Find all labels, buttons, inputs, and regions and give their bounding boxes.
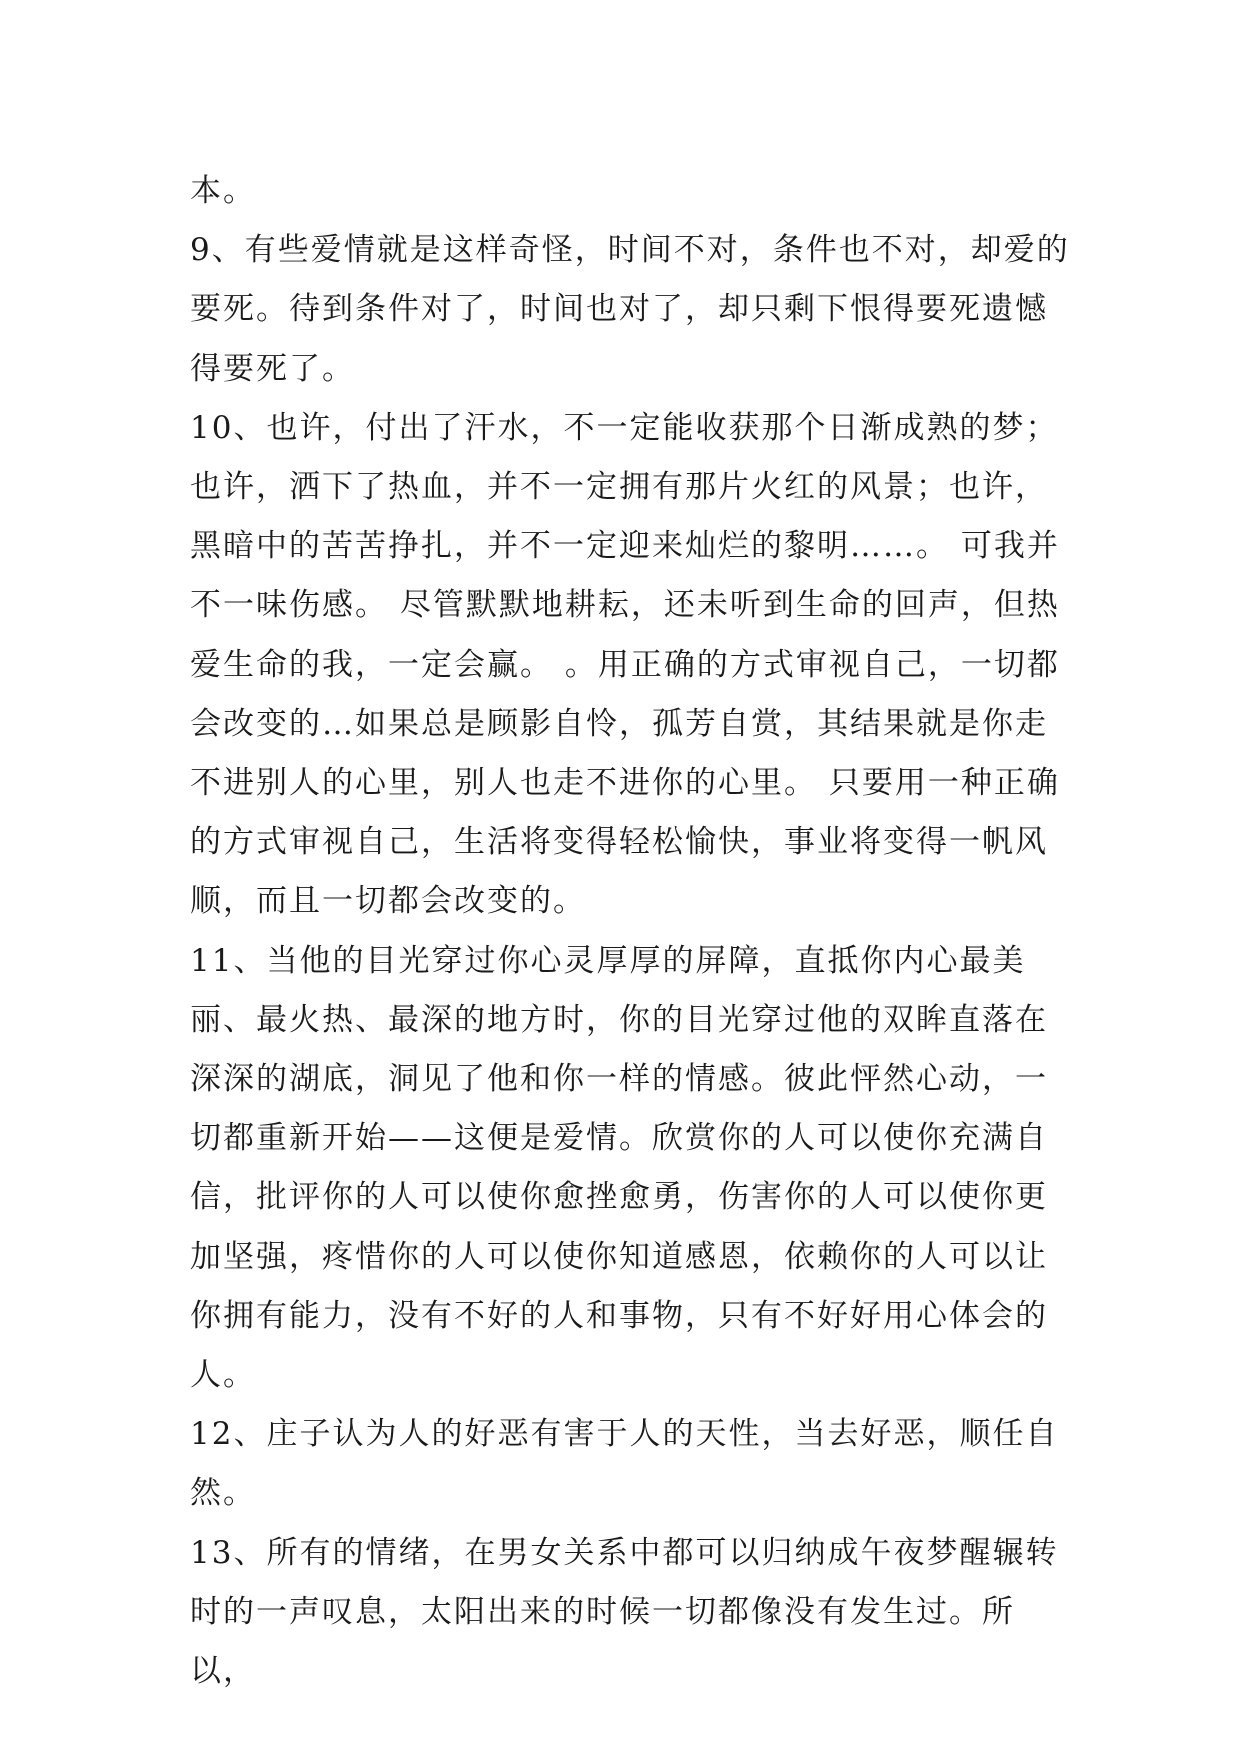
paragraph-continuation: 本。 [190,173,256,209]
paragraph-item-12: 12、庄子认为人的好恶有害于人的天性，当去好恶，顺任自然。 [190,1416,1059,1512]
paragraph-item-10: 10、也许，付出了汗水，不一定能收获那个日渐成熟的梦；也许，洒下了热血，并不一定拥有那片火红的风景；也许，黑暗中的苦苦挣扎，并不一定迎来灿烂的黎明……。 可我并不一味伤感。 尽管默默地耕耘，还未听到生命的回声，但热爱生命的我，一定会赢。 。用正确的方式审视自己，一切都会改变的…如果总是顾影自怜，孤芳自赏，其结果就是你走不进别人的心里，别人也走不进你的心里。 只要用一种正确的方式审视自己，生活将变得轻松愉快，事业将变得一帆风顺，而且一切都会改变的。 [190,409,1060,920]
paragraph-item-9: 9、有些爱情就是这样奇怪，时间不对，条件也不对，却爱的要死。待到条件对了，时间也对了，却只剩下恨得要死遗憾得要死了。 [190,232,1070,387]
paragraph-item-13: 13、所有的情绪，在男女关系中都可以归纳成午夜梦醒辗转时的一声叹息，太阳出来的时候一切都像没有发生过。所以， [190,1534,1059,1690]
document-body [190,162,1070,1701]
paragraph-item-11: 11、当他的目光穿过你心灵厚厚的屏障，直抵你内心最美丽、最火热、最深的地方时，你的目光穿过他的双眸直落在深深的湖底，洞见了他和你一样的情感。彼此怦然心动，一切都重新开始——这便是爱情。欣赏你的人可以使你充满自信，批评你的人可以使你愈挫愈勇，伤害你的人可以使你更加坚强，疼惜你的人可以使你知道感恩，依赖你的人可以让你拥有能力，没有不好的人和事物，只有不好好用心体会的人。 [190,942,1048,1394]
